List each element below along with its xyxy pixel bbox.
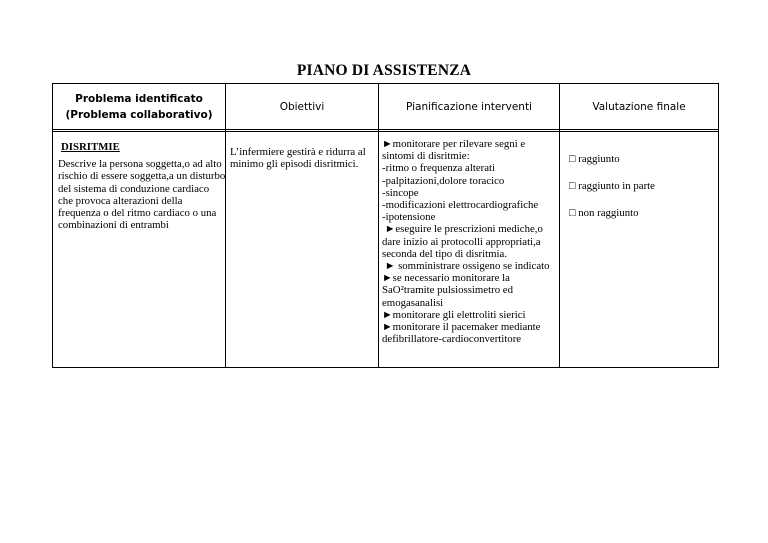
intervento-line: dare inizio ai protocolli appropriati,a (382, 235, 541, 248)
problema-description-line: Descrive la persona soggetta,o ad alto (58, 158, 222, 171)
problema-description (58, 158, 225, 231)
valutazione-option: □ raggiunto in parte (569, 180, 655, 192)
obiettivi-line: minimo gli episodi disritmici. (230, 158, 359, 171)
header-divider-double (53, 131, 718, 132)
intervento-line: sintomi di disritmie: (382, 150, 470, 163)
intervento-line: ►monitorare il pacemaker mediante (382, 321, 541, 334)
problema-description-line: combinazioni di entrambi (58, 219, 169, 232)
intervento-line: -sincope (382, 186, 419, 199)
header-problema (53, 84, 225, 129)
intervento-line: -palpitazioni,dolore toracico (382, 174, 505, 187)
valutazione-option: □ non raggiunto (569, 207, 639, 219)
intervento-line: -ipotensione (382, 211, 436, 224)
intervento-line: SaO²tramite pulsiossimetro ed (382, 284, 513, 297)
intervento-line: emogasanalisi (382, 296, 444, 309)
intervento-line: seconda del tipo di disritmia. (382, 247, 508, 260)
problema-description-line: che provoca alterazioni della (58, 194, 183, 207)
intervento-line: ►monitorare per rilevare segni e (382, 138, 526, 150)
valutazione-option: □ raggiunto (569, 153, 620, 165)
header-valutazione: Valutazione finale (592, 100, 686, 113)
interventi-cell (382, 138, 560, 345)
obiettivi-line: L’infermiere gestirà e ridurra al (230, 146, 366, 158)
problema-cell (53, 141, 225, 231)
problema-description-line: frequenza o del ritmo cardiaco o una (58, 207, 217, 220)
header-divider (53, 129, 718, 130)
header-problema-line1: Problema identificato (75, 92, 203, 105)
problema-description-line: rischio di essere soggetta,a un disturbo (58, 170, 226, 183)
header-obiettivi: Obiettivi (279, 100, 325, 113)
obiettivi-cell (230, 146, 380, 170)
intervento-line: ► somministrare ossigeno se indicato (382, 260, 550, 273)
valutazione-cell (569, 153, 719, 243)
header-problema-line2: (Problema collaborativo) (65, 108, 213, 121)
document-title: PIANO DI ASSISTENZA (296, 62, 472, 79)
header-pianificazione: Pianificazione interventi (406, 100, 532, 113)
intervento-line: ►se necessario monitorare la (382, 272, 510, 285)
intervento-line: -modificazioni elettrocardiografiche (382, 199, 539, 212)
problema-title: DISRITMIE (61, 141, 120, 153)
care-plan-table (52, 83, 719, 368)
intervento-line: defibrillatore-cardioconvertitore (382, 333, 522, 346)
intervento-line: ►monitorare gli elettroliti sierici (382, 308, 526, 321)
intervento-line: ►eseguire le prescrizioni mediche,o (382, 223, 543, 236)
intervento-line: -ritmo o frequenza alterati (382, 162, 496, 175)
problema-description-line: del sistema di conduzione cardiaco (58, 182, 210, 195)
